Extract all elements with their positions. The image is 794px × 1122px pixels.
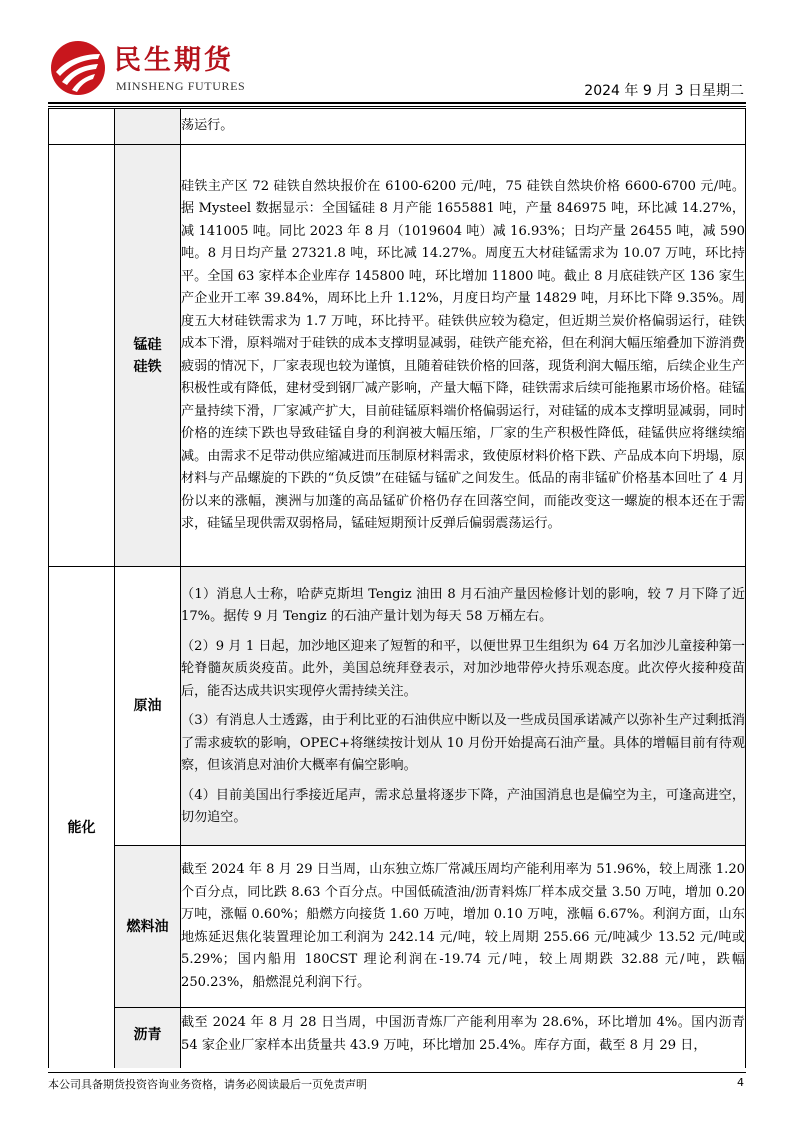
crude-item: （3）有消息人士透露，由于利比亚的石油供应中断以及一些成员国承诺减产以弥补生产过剩抵消了需求疲软的影响，OPEC+将继续按计划从 10 月份开始提高石油产量。具体的增幅目前有待观察，但该消息对油价大概率有偏空影响。 (181, 713, 745, 773)
fuel-oil-analysis: 截至 2024 年 8 月 29 日当周，山东独立炼厂常减压周均产能利用率为 51.96%，较上周涨 1.20 个百分点，同比跌 8.63 个百分点。中国低硫渣油/沥青料炼厂样本成交量 3.50 万吨，增加 0.20 万吨，涨幅 0.60%；船燃方向接货 1.60 万吨，增加 0.10 万吨，涨幅 6.67%。利润方面，山东地炼延迟焦化装置理论加工利润为 242.14 元/吨，较上周期 255.66 元/吨减少 13.52 元/吨或 5.29%；国内船用 180CST 理论利润在-19.74 元/吨，较上周期跌 32.88 元/吨，跌幅 250.23%，船燃混兑利润下行。 (181, 846, 746, 1008)
report-date: 2024 年 9 月 3 日星期二 (584, 83, 744, 99)
table-row-fuel (49, 846, 746, 1008)
subcategory-label-crude: 原油 (115, 567, 181, 846)
page-number: 4 (737, 1076, 744, 1089)
row-text-continued: 荡运行。 (181, 109, 746, 145)
crude-item: （4）目前美国出行季接近尾声，需求总量将逐步下降，产油国消息也是偏空为主，可逢高进空，切勿追空。 (181, 787, 745, 825)
subcategory-label-fuel-oil: 燃料油 (115, 846, 181, 1008)
category-cell-empty (49, 109, 115, 145)
subcategory-cell-empty (115, 109, 181, 145)
table-row-asphalt (49, 1008, 746, 1069)
table-row-mn-si (49, 145, 746, 567)
brand-name-en: MINSHENG FUTURES (116, 79, 246, 93)
footer-disclaimer: 本公司具备期货投资咨询业务资格，请务必阅读最后一页免责声明 (48, 1078, 367, 1091)
subcategory-label-asphalt: 沥青 (115, 1008, 181, 1069)
asphalt-analysis: 截至 2024 年 8 月 28 日当周，中国沥青炼厂产能利用率为 28.6%，环比增加 4%。国内沥青 54 家企业厂家样本出货量共 43.9 万吨，环比增加 25.4%。库存方面，截至 8 月 29 日， (181, 1008, 746, 1069)
subcategory-label-mn-si: 锰硅 硅铁 (115, 145, 181, 567)
category-label-energy: 能化 (49, 567, 115, 1069)
crude-analysis (181, 567, 746, 846)
crude-item: （1）消息人士称，哈萨克斯坦 Tengiz 油田 8 月石油产量因检修计划的影响，较 7 月下降了近 17%。据传 9 月 Tengiz 的石油产量计划为每天 58 万桶左右。 (181, 586, 745, 624)
table-row-crude (49, 567, 746, 846)
table-row (49, 109, 746, 145)
crude-item: （2）9 月 1 日起，加沙地区迎来了短暂的和平，以便世界卫生组织为 64 万名加沙儿童接种第一轮脊髓灰质炎疫苗。此外，美国总统拜登表示，对加沙地带停火持乐观态度。此次停火接种疫苗后，能否达成共识实现停火需持续关注。 (181, 638, 745, 699)
mn-si-analysis: 硅铁主产区 72 硅铁自然块报价在 6100-6200 元/吨，75 硅铁自然块价格 6600-6700 元/吨。据 Mysteel 数据显示：全国锰硅 8 月产能 1655881 吨，产量 846975 吨，环比减 14.27%，减 141005 吨。同比 2023 年 8 月（1019604 吨）减 16.93%；日均产量 26455 吨，减 590 吨。8 月日均产量 27321.8 吨，环比减 14.27%。周度五大材硅锰需求为 10.07 万吨，环比持平。全国 63 家样本企业库存 145800 吨，环比增加 11800 吨。截止 8 月底硅铁产区 136 家生产企业开工率 39.84%，周环比上升 1.12%，月度日均产量 14829 吨，月环比下降 9.35%。周度五大材硅铁需求为 1.7 万吨，环比持平。硅铁供应较为稳定，但近期兰炭价格偏弱运行，硅铁成本下滑，原料端对于硅铁的成本支撑明显减弱，硅铁产能充裕，但在利润大幅压缩叠加下游消费疲弱的情况下，厂家表现也较为谨慎，且随着硅铁价格的回落，现货利润大幅压缩，后续企业生产积极性或有降低，建材受到钢厂减产影响，产量大幅下降，硅铁需求后续可能拖累市场价格。硅锰产量持续下滑，厂家减产扩大，目前硅锰原料端价格偏弱运行，对硅锰的成本支撑明显减弱，同时价格的连续下跌也导致硅锰自身的利润被大幅压缩，厂家的生产积极性降低，硅锰供应将继续缩减。由需求不足带动供应缩减进而压制原材料需求，致使原材料价格下跌、产品成本向下坍塌，原材料与产品螺旋的下跌的“负反馈”在硅锰与锰矿之间发生。低品的南非锰矿价格基本回吐了 4 月份以来的涨幅，澳洲与加蓬的高品锰矿价格仍存在回落空间，而能改变这一螺旋的根本还在于需求，硅锰呈现供需双弱格局，锰硅短期预计反弹后偏弱震荡运行。 (181, 145, 746, 567)
category-cell-empty (49, 145, 115, 567)
footer-rule (48, 1072, 746, 1073)
commodity-table (48, 108, 746, 1068)
brand-name-cn: 民生期货 (114, 45, 234, 76)
